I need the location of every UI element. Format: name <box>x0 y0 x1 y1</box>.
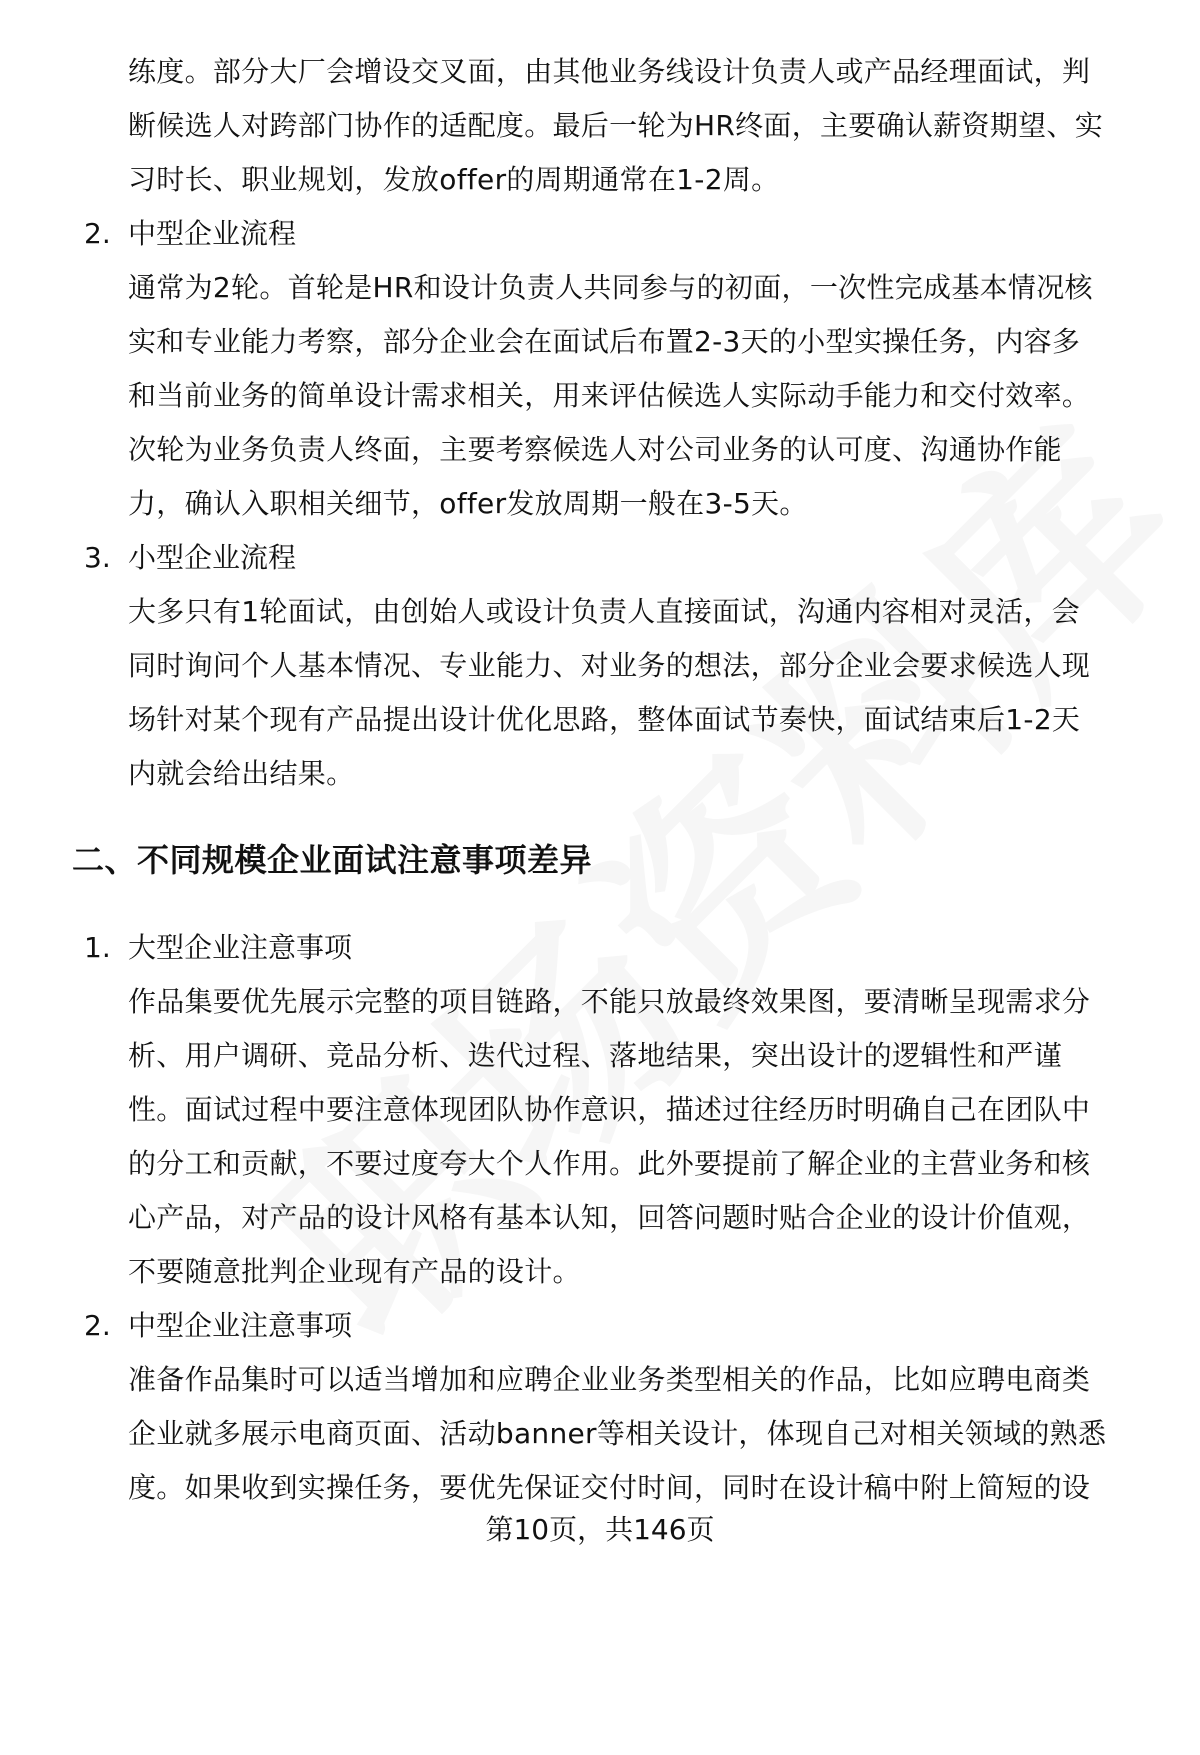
paragraph-line: 心产品，对产品的设计风格有基本认知，回答问题时贴合企业的设计价值观， <box>128 1201 1091 1234</box>
paragraph-line: 的分工和贡献，不要过度夸大个人作用。此外要提前了解企业的主营业务和核 <box>128 1147 1091 1180</box>
paragraph-line: 企业就多展示电商页面、活动banner等相关设计，体现自己对相关领域的熟悉 <box>128 1417 1107 1450</box>
paragraph-line: 实和专业能力考察，部分企业会在面试后布置2-3天的小型实操任务，内容多 <box>128 325 1081 358</box>
paragraph-line: 练度。部分大厂会增设交叉面，由其他业务线设计负责人或产品经理面试，判 <box>128 55 1091 88</box>
paragraph-line: 习时长、职业规划，发放offer的周期通常在1-2周。 <box>128 163 780 196</box>
paragraph-line: 通常为2轮。首轮是HR和设计负责人共同参与的初面，一次性完成基本情况核 <box>128 271 1093 304</box>
paragraph-line: 性。面试过程中要注意体现团队协作意识，描述过往经历时明确自己在团队中 <box>128 1093 1091 1126</box>
paragraph-line: 断候选人对跨部门协作的适配度。最后一轮为HR终面，主要确认薪资期望、实 <box>128 109 1104 142</box>
paragraph-line: 场针对某个现有产品提出设计优化思路，整体面试节奏快，面试结束后1-2天 <box>128 703 1081 736</box>
list-number: 3. <box>84 541 111 574</box>
paragraph-line: 大多只有1轮面试，由创始人或设计负责人直接面试，沟通内容相对灵活，会 <box>128 595 1081 628</box>
list-item-title: 中型企业注意事项 <box>128 1309 353 1342</box>
list-number: 1. <box>84 931 111 964</box>
section-heading: 二、不同规模企业面试注意事项差异 <box>72 841 593 879</box>
paragraph-line: 内就会给出结果。 <box>128 757 355 790</box>
paragraph-line: 度。如果收到实操任务，要优先保证交付时间，同时在设计稿中附上简短的设 <box>128 1471 1091 1504</box>
list-number: 2. <box>84 217 111 250</box>
paragraph-line: 准备作品集时可以适当增加和应聘企业业务类型相关的作品，比如应聘电商类 <box>128 1363 1091 1396</box>
list-item-title: 中型企业流程 <box>128 217 297 250</box>
paragraph-line: 和当前业务的简单设计需求相关，用来评估候选人实际动手能力和交付效率。 <box>128 379 1091 412</box>
paragraph-line: 析、用户调研、竞品分析、迭代过程、落地结果，突出设计的逻辑性和严谨 <box>128 1039 1062 1072</box>
list-item-title: 小型企业流程 <box>128 541 297 574</box>
list-number: 2. <box>84 1309 111 1342</box>
page-footer: 第10页，共146页 <box>485 1513 715 1546</box>
paragraph-line: 同时询问个人基本情况、专业能力、对业务的想法，部分企业会要求候选人现 <box>128 649 1091 682</box>
list-item-title: 大型企业注意事项 <box>128 931 353 964</box>
paragraph-line: 不要随意批判企业现有产品的设计。 <box>128 1255 581 1288</box>
paragraph-line: 作品集要优先展示完整的项目链路，不能只放最终效果图，要清晰呈现需求分 <box>128 985 1091 1018</box>
paragraph-line: 力，确认入职相关细节，offer发放周期一般在3-5天。 <box>128 487 808 520</box>
paragraph-line: 次轮为业务负责人终面，主要考察候选人对公司业务的认可度、沟通协作能 <box>128 433 1062 466</box>
